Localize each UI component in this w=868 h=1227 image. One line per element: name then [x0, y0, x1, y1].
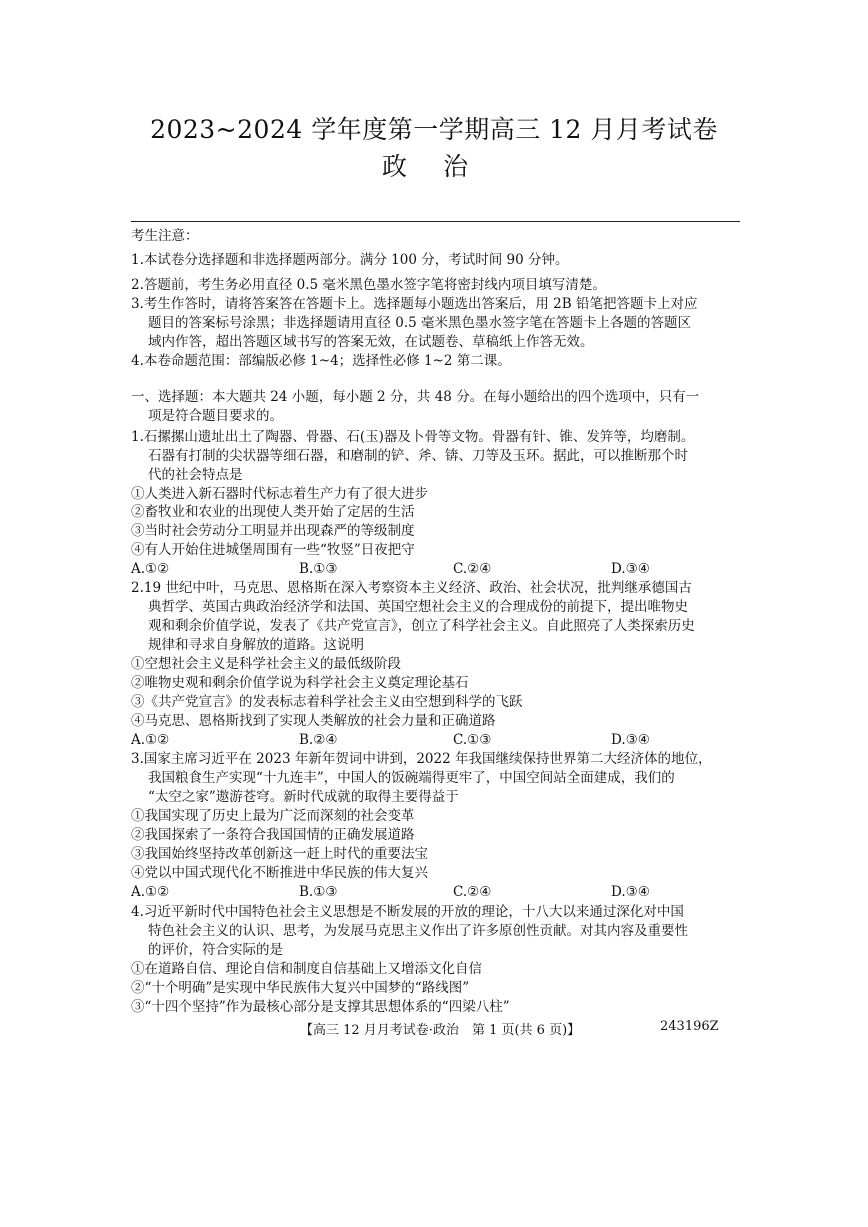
notice-item: 4.本卷命题范围：部编版必修 1~4；选择性必修 1~2 第二课。	[131, 353, 511, 369]
notice-item: 3.考生作答时，请将答案答在答题卡上。选择题每小题选出答案后，用 2B 铅笔把答题卡上对应	[131, 296, 698, 312]
option-d: D.③④	[611, 884, 650, 900]
statement-item: ④有人开始住进城堡周围有一些“牧竖”日夜把守	[131, 542, 415, 558]
notice-item: 域内作答，超出答题区域书写的答案无效，在试题卷、草稿纸上作答无效。	[148, 334, 594, 350]
subject-title: 政治	[381, 152, 504, 181]
question-stem: 规律和寻求自身解放的道路。这说明	[148, 637, 364, 653]
option-a: A.①②	[131, 732, 170, 748]
statement-item: ③我国始终坚持改革创新这一赶上时代的重要法宝	[131, 846, 428, 862]
question-stem: 代的社会特点是	[148, 467, 243, 483]
question-stem: 观和剩余价值学说，发表了《共产党宣言》，创立了科学社会主义。自此照亮了人类探索历史	[148, 618, 695, 634]
statement-item: ①空想社会主义是科学社会主义的最低级阶段	[131, 656, 401, 672]
statement-item: ①在道路自信、理论自信和制度自信基础上又增添文化自信	[131, 961, 482, 977]
statement-item: ②畜牧业和农业的出现使人类开始了定居的生活	[131, 504, 415, 520]
section-heading-cont: 项是符合题目要求的。	[148, 408, 283, 424]
statement-item: ②我国探索了一条符合我国国情的正确发展道路	[131, 827, 415, 843]
exam-title: 2023~2024 学年度第一学期高三 12 月月考试卷	[150, 115, 718, 144]
section-heading: 一、选择题：本大题共 24 小题，每小题 2 分，共 48 分。在每小题给出的四个选项中，只有一	[131, 389, 700, 405]
option-b: B.②④	[299, 732, 338, 748]
statement-item: ③当时社会劳动分工明显并出现森严的等级制度	[131, 523, 415, 539]
statement-item: ②“十个明确”是实现中华民族伟大复兴中国梦的“路线图”	[131, 980, 470, 996]
question-stem: 我国粮食生产实现“十九连丰”，中国人的饭碗端得更牢了，中国空间站全面建成，我们的	[148, 770, 675, 786]
statement-item: ①人类进入新石器时代标志着生产力有了很大进步	[131, 486, 428, 502]
option-c: C.①③	[453, 732, 492, 748]
statement-item: ④马克思、恩格斯找到了实现人类解放的社会力量和正确道路	[131, 713, 496, 729]
question-stem: 典哲学、英国古典政治经济学和法国、英国空想社会主义的合理成份的前提下，提出唯物史	[148, 599, 688, 615]
question-stem: 1.石摞摞山遗址出土了陶器、骨器、石(玉)器及卜骨等文物。骨器有针、锥、发笄等，均磨制。	[131, 429, 695, 445]
notice-item: 题目的答案标号涂黑；非选择题请用直径 0.5 毫米黑色墨水签字笔在答题卡上各题的答题区	[148, 315, 692, 331]
question-stem: “太空之家”遨游苍穹。新时代成就的取得主要得益于	[148, 789, 459, 805]
question-stem: 特色社会主义的认识、思考，为发展马克思主义作出了许多原创性贡献。对其内容及重要性	[148, 923, 688, 939]
footer-code: 243196Z	[660, 1019, 719, 1034]
header-divider	[131, 221, 740, 222]
option-d: D.③④	[611, 561, 650, 577]
statement-item: ③《共产党宣言》的发表标志着科学社会主义由空想到科学的飞跃	[131, 694, 523, 710]
question-stem: 4.习近平新时代中国特色社会主义思想是不断发展的开放的理论，十八大以来通过深化对中国	[131, 904, 684, 920]
option-d: D.③④	[611, 732, 650, 748]
statement-item: ①我国实现了历史上最为广泛而深刻的社会变革	[131, 808, 415, 824]
notice-item: 2.答题前，考生务必用直径 0.5 毫米黑色墨水签字笔将密封线内项目填写清楚。	[131, 277, 606, 293]
question-stem: 3.国家主席习近平在 2023 年新年贺词中讲到，2022 年我国继续保持世界第二大经济体的地位，	[131, 751, 712, 767]
question-stem: 2.19 世纪中叶，马克思、恩格斯在深入考察资本主义经济、政治、社会状况，批判继承德国古	[131, 580, 692, 596]
statement-item: ④党以中国式现代化不断推进中华民族的伟大复兴	[131, 865, 428, 881]
question-stem: 石器有打制的尖状器等细石器，和磨制的铲、斧、锛、刀等及玉环。据此，可以推断那个时	[148, 448, 688, 464]
notice-heading: 考生注意：	[131, 228, 199, 244]
option-a: A.①②	[131, 561, 170, 577]
option-c: C.②④	[453, 561, 492, 577]
option-b: B.①③	[299, 884, 338, 900]
option-b: B.①③	[299, 561, 338, 577]
statement-item: ②唯物史观和剩余价值学说为科学社会主义奠定理论基石	[131, 675, 469, 691]
statement-item: ③“十四个坚持”作为最核心部分是支撑其思想体系的“四梁八柱”	[131, 999, 510, 1015]
option-a: A.①②	[131, 884, 170, 900]
footer-page-info: 【高三 12 月月考试卷·政治 第 1 页(共 6 页)】	[300, 1023, 581, 1038]
question-stem: 的评价，符合实际的是	[148, 942, 283, 958]
option-c: C.②④	[453, 884, 492, 900]
notice-item: 1.本试卷分选择题和非选择题两部分。满分 100 分，考试时间 90 分钟。	[131, 252, 569, 268]
